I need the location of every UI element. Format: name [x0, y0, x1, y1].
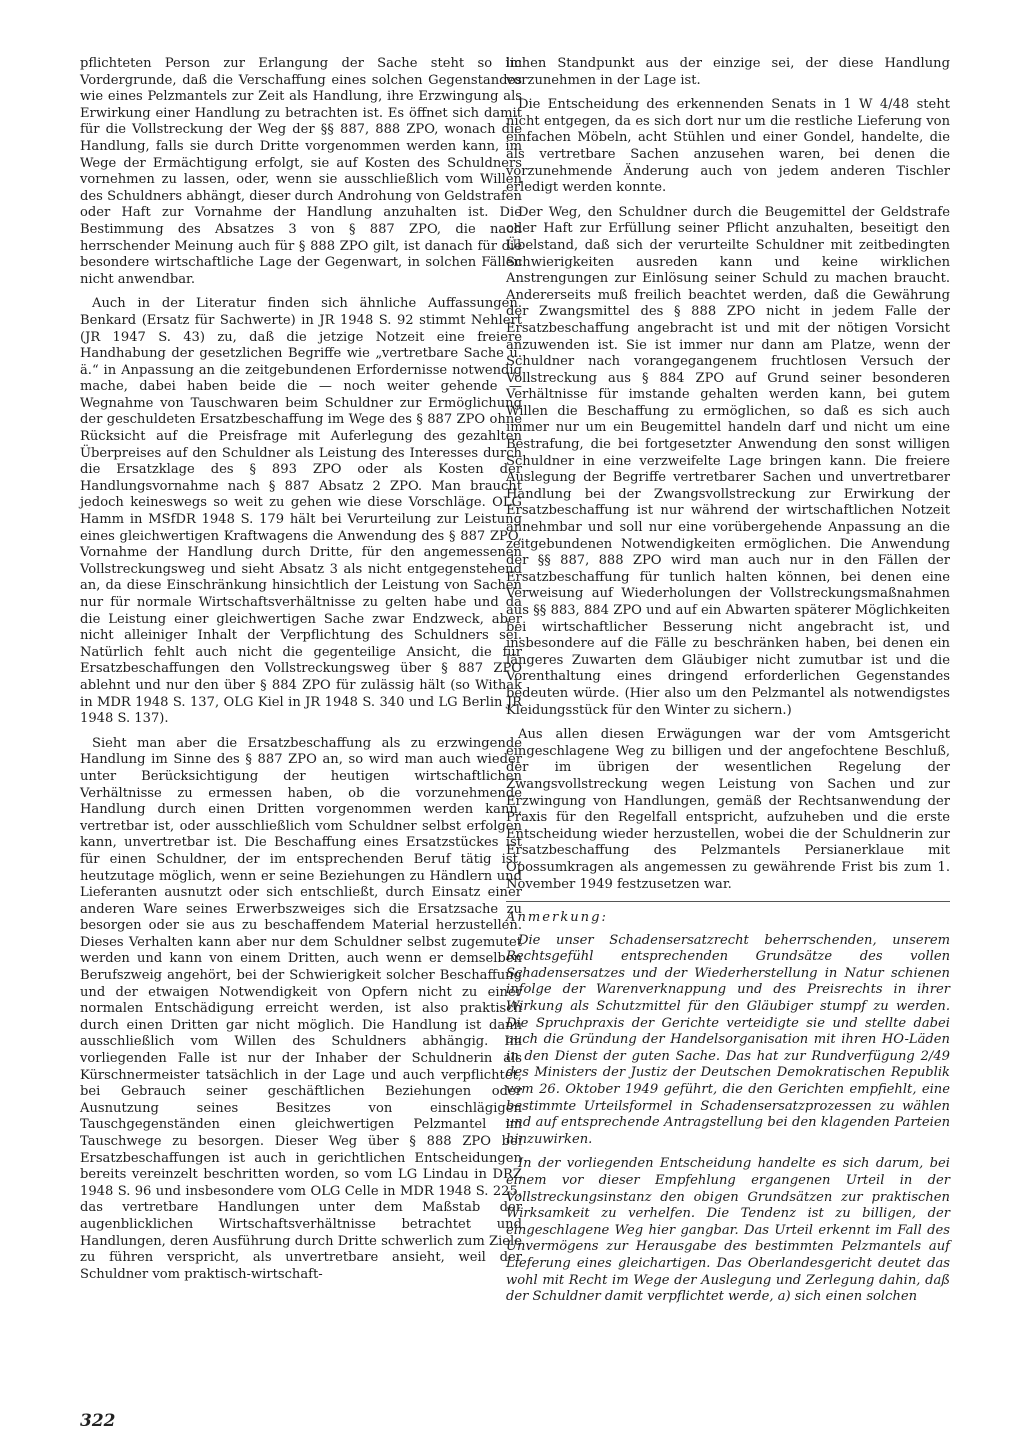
- page-number: 322: [80, 1411, 116, 1431]
- left-paragraph-2: Auch in der Literatur finden sich ähnliche Auffassungen. Benkard (Ersatz für Sachwerte) in JR 1948 S. 92 stimmt Nehlert (JR 1947 S. 43) zu, daß die jetzige Notzeit eine freiere Handhabung der gesetzlichen Begriffe wie „vertretbare Sache u. ä.“ in Anpassung an die zeitgebundenen Erfordernisse notwendig mache, dabei haben beide die — noch weiter gehende — Wegnahme von Tauschwaren beim Schuldner zur Ermöglichung der geschuldeten Ersatzbeschaffung im Wege des § 887 ZPO ohne Rücksicht auf die Preisfrage mit Auferlegung des gezahlten Überpreises auf den Schuldner als Leistung des Interesses durch die Ersatzklage des § 893 ZPO oder als Kosten der Handlungsvornahme nach § 887 Absatz 2 ZPO. Man braucht jedoch keineswegs so weit zu gehen wie diese Vorschläge. OLG Hamm in MSfDR 1948 S. 179 hält bei Verurteilung zur Leistung eines gleichwertigen Kraftwagens die Anwendung des § 887 ZPO, Vornahme der Handlung durch Dritte, für den angemessenen Vollstreckungsweg und sieht Absatz 3 als nicht entgegenstehend an, da diese Einschränkung hinsichtlich der Leistung von Sachen nur für normale Wirtschaftsverhältnisse zu gelten habe und da die Leistung einer gleichwertigen Sache zwar Endzweck, aber nicht alleiniger Inhalt der Verpflichtung des Schuldners sei. Natürlich fehlt auch nicht die gegenteilige Ansicht, die für Ersatzbeschaffungen den Vollstreckungsweg über § 887 ZPO ablehnt und nur den über § 884 ZPO für zulässig hält (so Withak in MDR 1948 S. 137, OLG Kiel in JR 1948 S. 340 und LG Berlin JR 1948 S. 137).: [80, 296, 522, 727]
- annotation-section: [506, 901, 950, 1306]
- annotation-heading: Anmerkung:: [506, 901, 950, 927]
- annotation-paragraph-2: In der vorliegenden Entscheidung handelte es sich darum, bei einem vor dieser Empfehlung ergangenen Urteil in der Vollstreckungsinstanz den obigen Grundsätzen zur praktischen Wirksamkeit zu verhelfen. Die Tendenz ist zu billigen, der eingeschlagene Weg hier gangbar. Das Urteil erkennt im Fall des Unvermögens zur Herausgabe des bestimmten Pelzmantels auf Lieferung eines gleichartigen. Das Oberlandesgericht deutet das wohl mit Recht im Wege der Auslegung und Zerlegung dahin, daß der Schuldner damit verpflichtet werde, a) sich einen solchen: [506, 1156, 950, 1305]
- right-paragraph-1: lichen Standpunkt aus der einzige sei, der diese Handlung vorzunehmen in der Lage ist.: [506, 56, 950, 88]
- right-column: [506, 56, 950, 1314]
- left-column: [80, 56, 522, 1291]
- right-paragraph-4: Aus allen diesen Erwägungen war der vom Amtsgericht eingeschlagene Weg zu billigen und der angefochtene Beschluß, der im übrigen der wesentlichen Regelung der Zwangsvollstreckung wegen Leistung von Sachen und zur Erzwingung von Handlungen, gemäß der Rechtsanwendung der Praxis für den Regelfall entspricht, aufzuheben und die erste Entscheidung wieder herzustellen, wobei die der Schuldnerin zur Ersatzbeschaffung des Pelzmantels Persianerklaue mit Opossumkragen als angemessen zu gewährende Frist bis zum 1. November 1949 festzusetzen war.: [506, 727, 950, 892]
- right-paragraph-3: Der Weg, den Schuldner durch die Beugemittel der Geldstrafe oder Haft zur Erfüllung seiner Pflicht anzuhalten, beseitigt den Übelstand, daß sich der verurteilte Schuldner mit zeitbedingten Schwierigkeiten ausreden kann und keine wirklichen Anstrengungen zur Einlösung seiner Schuld zu machen braucht. Andererseits muß freilich beachtet werden, daß die Gewährung der Zwangsmittel des § 888 ZPO nicht in jedem Falle der Ersatzbeschaffung angebracht ist und mit der nötigen Vorsicht anzuwenden ist. Sie ist immer nur dann am Platze, wenn der Schuldner nach vorangegangenem fruchtlosen Versuch der Vollstreckung aus § 884 ZPO auf Grund seiner besonderen Verhältnisse für imstande gehalten werden kann, bei gutem Willen die Beschaffung zu ermöglichen, so daß es sich auch immer nur um ein Beugemittel handeln darf und nicht um eine Bestrafung, die bei fortgesetzter Anwendung den sonst willigen Schuldner in eine verzweifelte Lage bringen kann. Die freiere Auslegung der Begriffe vertretbarer Sachen und unvertretbarer Handlung bei der Zwangsvollstreckung zur Erwirkung der Ersatzbeschaffung ist nur während der wirtschaftlichen Notzeit annehmbar und soll nur eine vorübergehende Anpassung an die zeitgebundenen Notwendigkeiten ermöglichen. Die Anwendung der §§ 887, 888 ZPO wird man auch nur in den Fällen der Ersatzbeschaffung für tunlich halten können, bei denen eine Verweisung auf Wiederholungen der Vollstreckungsmaßnahmen aus §§ 883, 884 ZPO und auf ein Abwarten späterer Möglichkeiten bei wirtschaftlicher Besserung nicht angebracht ist, und insbesondere auf die Fälle zu beschränken haben, bei denen ein längeres Zuwarten dem Gläubiger nicht zumutbar ist und die Vorenthaltung eines dringend erforderlichen Gegenstandes bedeuten würde. (Hier also um den Pelzmantel als notwendigstes Kleidungsstück für den Winter zu sichern.): [506, 204, 950, 718]
- annotation-paragraph-1: Die unser Schadensersatzrecht beherrschenden, unserem Rechtsgefühl entsprechenden Grundsätze des vollen Schadensersatzes und der Wiederherstellung in Natur schienen infolge der Warenverknappung und des Preisrechts in ihrer Wirkung als Schutzmittel für den Gläubiger stumpf zu werden. Die Spruchpraxis der Gerichte verteidigte sie und stellte dabei auch die Gründung der Handelsorganisation mit ihren HO-Läden in den Dienst der guten Sache. Das hat zur Rundverfügung 2/49 des Ministers der Justiz der Deutschen Demokratischen Republik vom 26. Oktober 1949 geführt, die den Gerichten empfiehlt, eine bestimmte Urteilsformel in Schadensersatzprozessen zu wählen und auf entsprechende Antragstellung bei den klagenden Parteien hinzuwirken.: [506, 932, 950, 1147]
- right-paragraph-2: Die Entscheidung des erkennenden Senats in 1 W 4/48 steht nicht entgegen, da es sich dort nur um die restliche Lieferung von einfachen Möbeln, acht Stühlen und einer Gondel, handelte, die als vertretbare Sachen anzusehen waren, bei denen die vorzunehmende Änderung auch von jedem anderen Tischler erledigt werden konnte.: [506, 97, 950, 196]
- left-paragraph-3: Sieht man aber die Ersatzbeschaffung als zu erzwingende Handlung im Sinne des § 887 ZPO an, so wird man auch wieder unter Berücksichtigung der heutigen wirtschaftlichen Verhältnisse zu ermessen haben, ob die vorzunehmende Handlung durch einen Dritten vorgenommen werden kann, vertretbar ist, oder ausschließlich vom Schuldner selbst erfolgen kann, unvertretbar ist. Die Beschaffung eines Ersatzstückes ist für einen Schuldner, der im entsprechenden Beruf tätig ist, heutzutage möglich, wenn er seine Beziehungen zu Händlern und Lieferanten ausnutzt oder sich entschließt, durch Einsatz einer anderen Ware seines Erwerbszweiges sich die Ersatzsache zu besorgen oder sie aus zu beschaffendem Material herzustellen. Dieses Verhalten kann aber nur dem Schuldner selbst zugemutet werden und kann von einem Dritten, auch wenn er demselben Berufszweig angehört, bei der Schwierigkeit solcher Beschaffung und der etwaigen Notwendigkeit von Opfern nicht zu einer normalen Entschädigung erreicht werden, ist also praktisch durch einen Dritten gar nicht möglich. Die Handlung ist dann ausschließlich vom Willen des Schuldners abhängig. Im vorliegenden Falle ist nur der Inhaber der Schuldnerin als Kürschnermeister tatsächlich in der Lage und auch verpflichtet, bei Gebrauch seiner geschäftlichen Beziehungen oder Ausnutzung seines Besitzes von einschlägigen Tauschgegenständen einen gleichwertigen Pelzmantel im Tauschwege zu besorgen. Dieser Weg über § 888 ZPO bei Ersatzbeschaffungen ist auch in gerichtlichen Entscheidungen bereits vereinzelt beschritten worden, so vom LG Lindau in DRZ 1948 S. 96 und insbesondere vom OLG Celle in MDR 1948 S. 225, das vertretbare Handlungen unter dem Maßstab der augenblicklichen Wirtschaftsverhältnisse betrachtet und Handlungen, deren Ausführung durch Dritte schwerlich zum Ziele zu führen verspricht, als unvertretbare ansieht, weil der Schuldner vom praktisch-wirtschaft-: [80, 735, 522, 1282]
- left-paragraph-1: pflichteten Person zur Erlangung der Sache steht so im Vordergrunde, daß die Verschaffung eines solchen Gegenstandes wie eines Pelzmantels zur Zeit als Handlung, ihre Erzwingung als Erwirkung einer Handlung zu betrachten ist. Es öffnet sich damit für die Vollstreckung der Weg der §§ 887, 888 ZPO, wonach die Handlung, falls sie durch Dritte vorgenommen werden kann, im Wege der Ermächtigung erfolgt, sie auf Kosten des Schuldners vornehmen zu lassen, oder, wenn sie ausschließlich vom Willen des Schuldners abhängt, dieser durch Androhung von Geldstrafen oder Haft zur Vornahme der Handlung anzuhalten ist. Die Bestimmung des Absatzes 3 von § 887 ZPO, die nach herrschender Meinung auch für § 888 ZPO gilt, ist danach für die besondere wirtschaftliche Lage der Gegenwart, in solchen Fällen nicht anwendbar.: [80, 56, 522, 287]
